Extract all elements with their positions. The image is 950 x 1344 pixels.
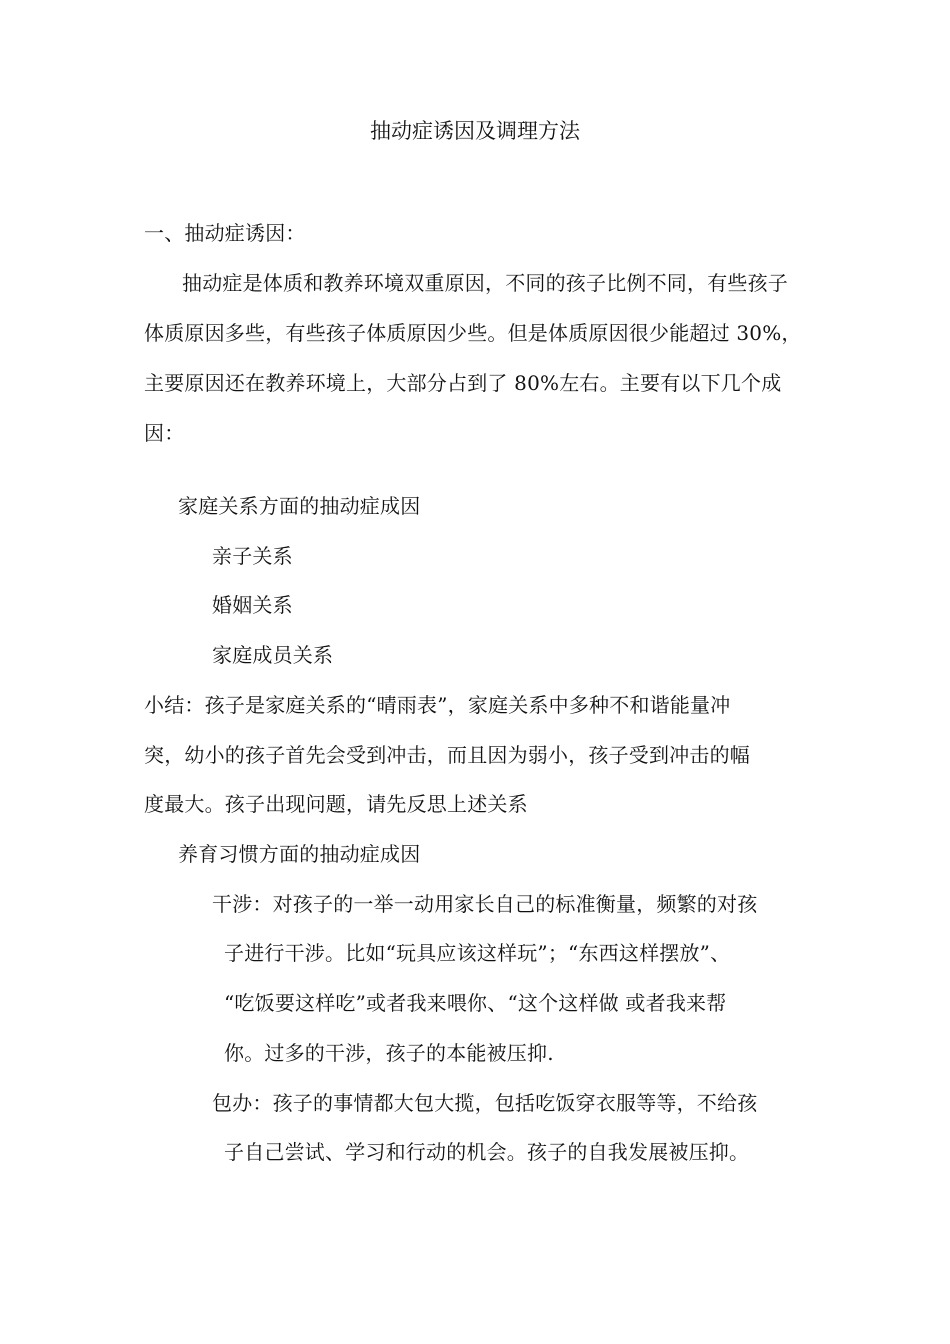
interference-line-4: 你。过多的干涉，孩子的本能被压抑. xyxy=(224,1041,554,1065)
family-item-marriage: 婚姻关系 xyxy=(212,593,293,617)
overprotection-line-2: 子自己尝试、学习和行动的机会。孩子的自我发展被压抑。 xyxy=(224,1140,750,1164)
parenting-heading: 养育习惯方面的抽动症成因 xyxy=(178,842,421,866)
family-item-members: 家庭成员关系 xyxy=(212,643,334,667)
interference-line-3: “吃饭要这样吃”或者我来喂你、“这个这样做 或者我来帮 xyxy=(224,991,727,1015)
overprotection-line-1: 包办：孩子的事情都大包大揽，包括吃饭穿衣服等等，不给孩 xyxy=(212,1091,758,1115)
family-heading: 家庭关系方面的抽动症成因 xyxy=(178,494,421,518)
interference-line-2: 子进行干涉。比如“玩具应该这样玩”；“东西这样摆放”、 xyxy=(224,941,731,965)
document-title: 抽动症诱因及调理方法 xyxy=(370,119,580,143)
summary-line-2: 突，幼小的孩子首先会受到冲击，而且因为弱小，孩子受到冲击的幅 xyxy=(144,743,750,767)
summary-line-1: 小结：孩子是家庭关系的“晴雨表”，家庭关系中多种不和谐能量冲 xyxy=(144,693,731,717)
section-heading: 一、抽动症诱因： xyxy=(144,221,306,245)
family-item-parent-child: 亲子关系 xyxy=(212,544,293,568)
intro-paragraph: 抽动症是体质和教养环境双重原因，不同的孩子比例不同，有些孩子体质原因多些，有些孩子体质原因少些。但是体质原因很少能超过 30%，主要原因还在教养环境上，大部分占到了 80%左右。主要有以下几个成因： xyxy=(144,271,802,445)
interference-line-1: 干涉：对孩子的一举一动用家长自己的标准衡量，频繁的对孩 xyxy=(212,892,758,916)
summary-line-3: 度最大。孩子出现问题，请先反思上述关系 xyxy=(144,792,528,816)
